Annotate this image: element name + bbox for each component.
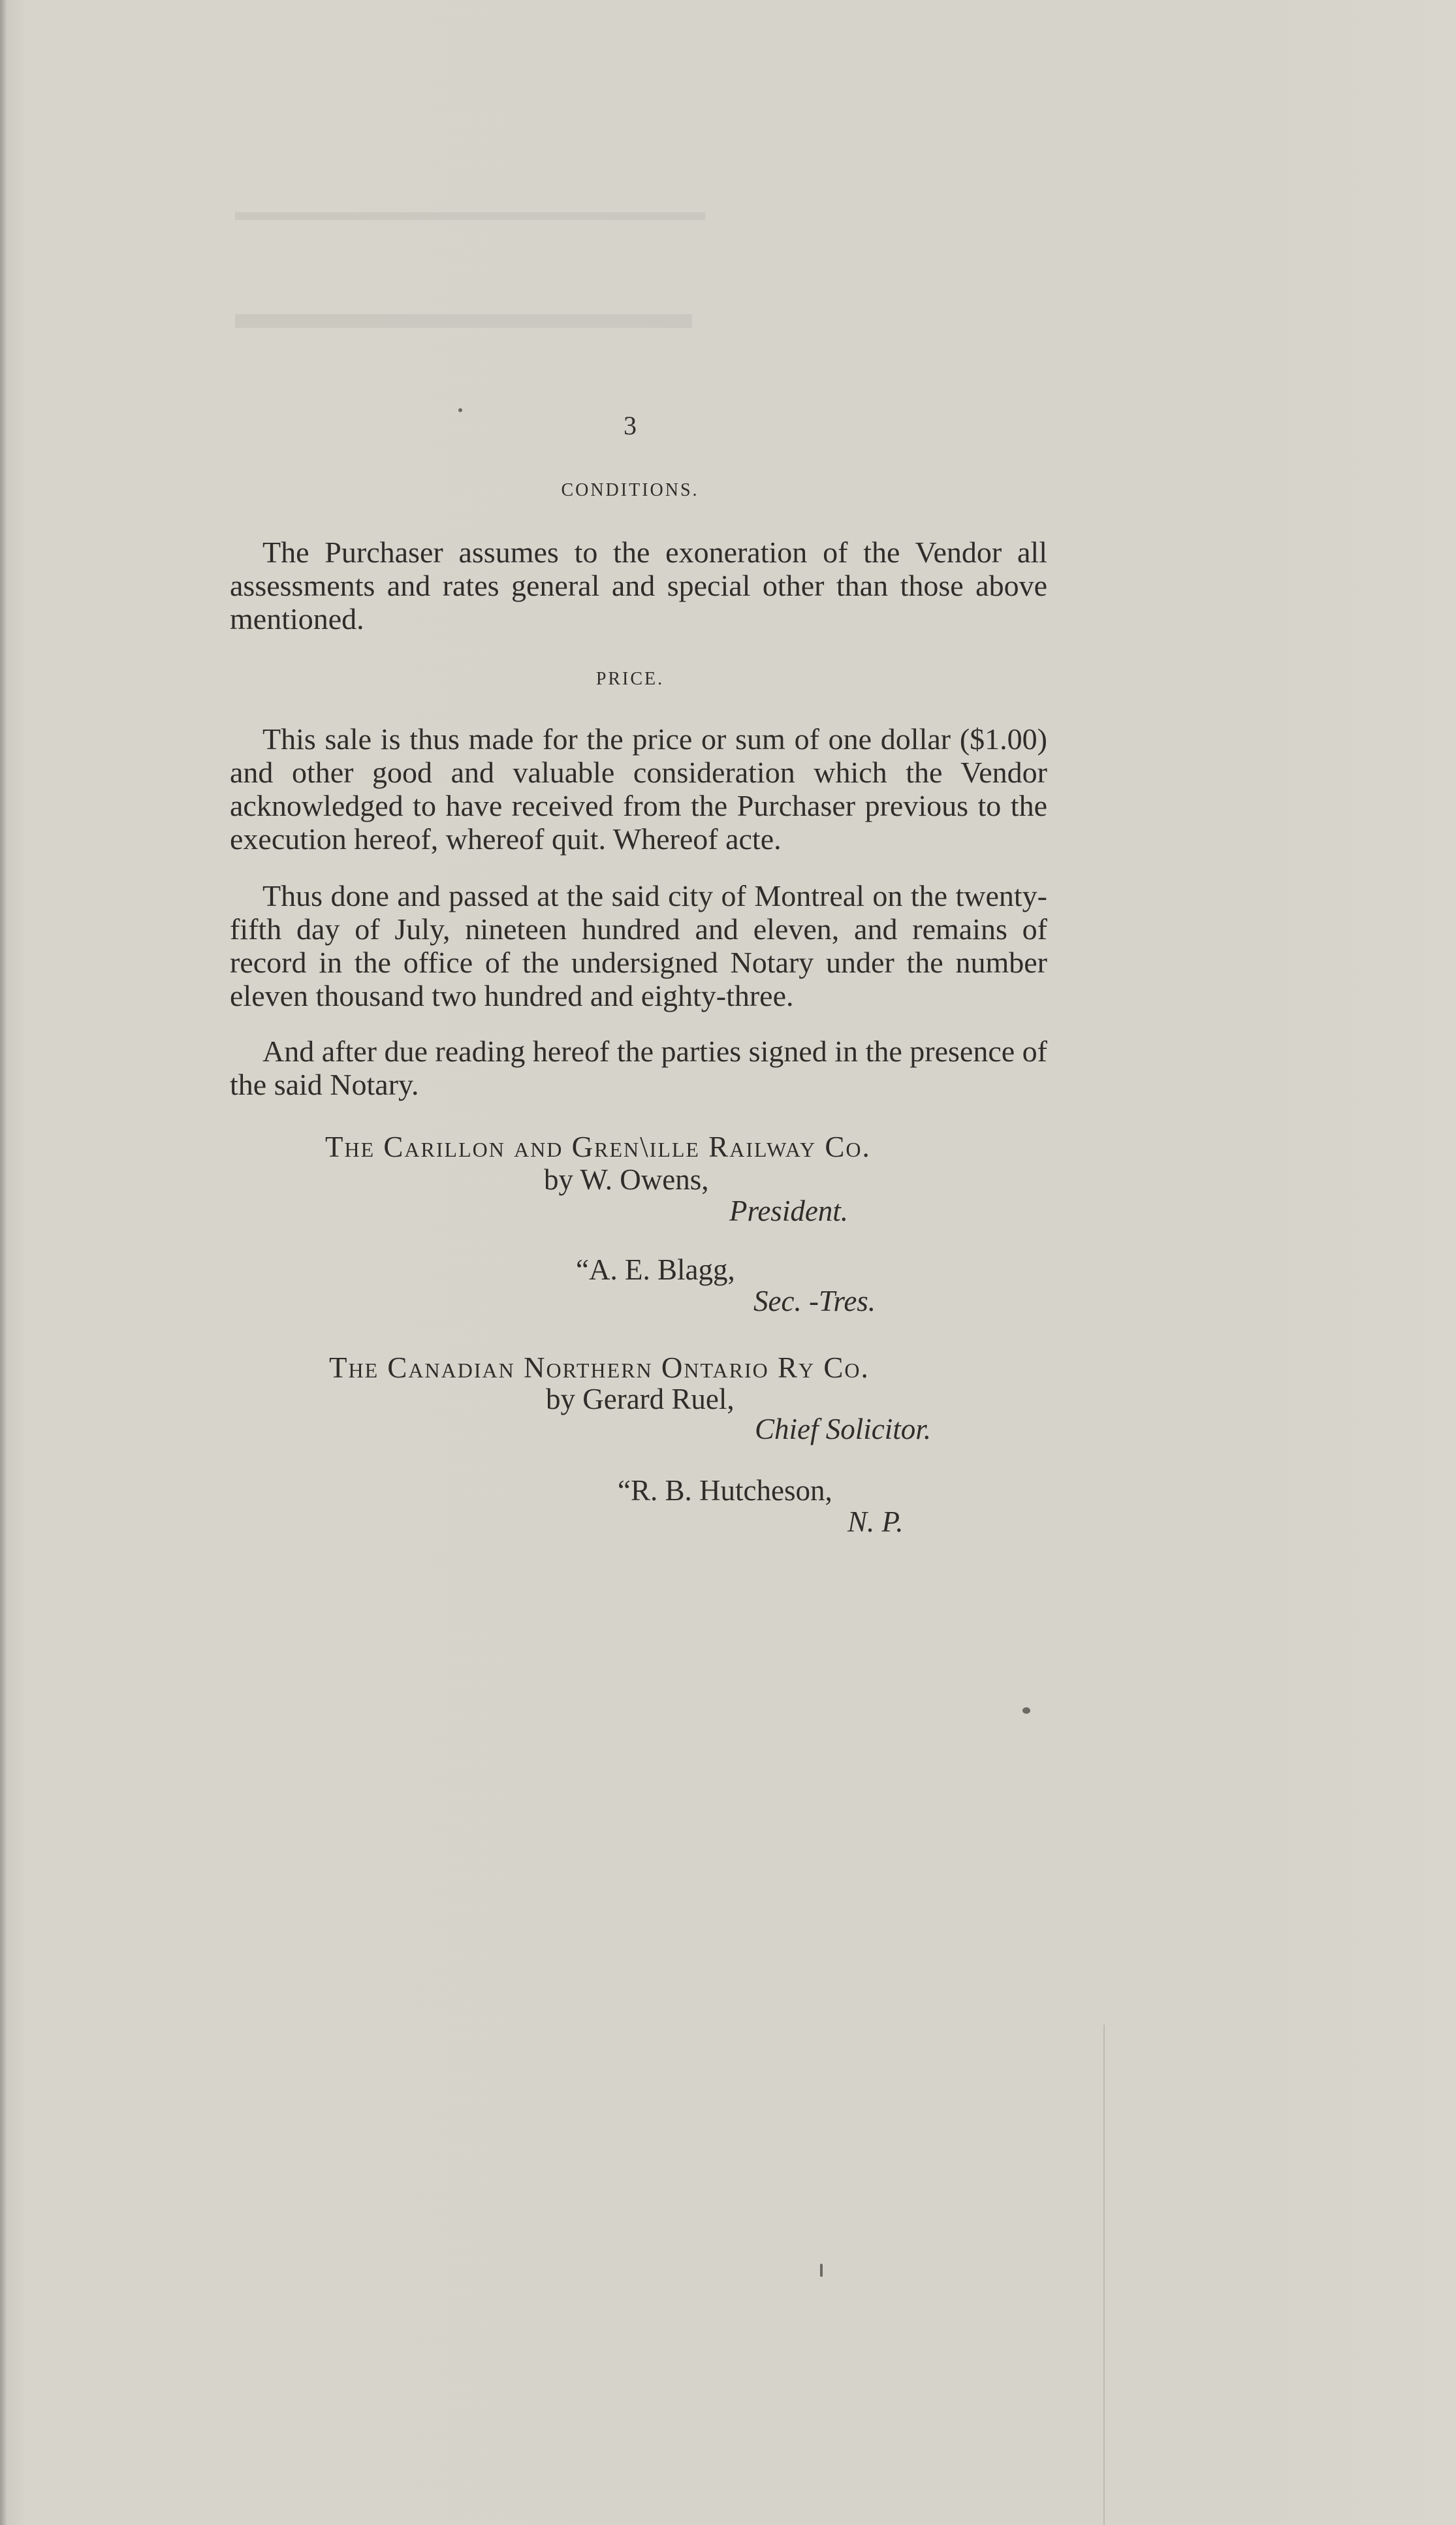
paper-speck	[458, 408, 462, 412]
signatory-hutcheson: “R. B. Hutcheson,	[618, 1474, 832, 1507]
signatory-title-president: President.	[729, 1195, 849, 1227]
signatory-by-ruel: by Gerard Ruel,	[546, 1383, 735, 1415]
signatory-title-notary-public: N. P.	[847, 1505, 904, 1538]
conditions-paragraph: The Purchaser assumes to the exoneration of the Vendor all assessments and rates general and special other than those above mentioned.	[230, 536, 1047, 635]
signatory-company-canadian-northern: The Canadian Northern Ontario Ry Co.	[329, 1351, 870, 1384]
signatory-title-chief-solicitor: Chief Solicitor.	[755, 1413, 931, 1445]
bleed-through-shading: ▬▬▬▬▬▬▬▬▬▬	[235, 288, 692, 338]
paper-speck	[820, 2264, 823, 2277]
signatory-title-sec-tres: Sec. -Tres.	[753, 1285, 876, 1317]
fold-line	[1103, 2025, 1105, 2525]
page-edge-shadow	[0, 0, 7, 2525]
price-paragraph: This sale is thus made for the price or sum of one dollar ($1.00) and other good and valuable consideration which the Vendor acknowledged to have received from the Purchaser previous to the execution hereof, whereof quit. Whereof acte.	[230, 722, 1047, 856]
bleed-through-shading: ▬▬▬▬▬▬▬▬▬▬▬▬▬▬▬▬▬▬	[235, 197, 705, 226]
signing-paragraph: And after due reading hereof the parties signed in the presence of the said Notary.	[230, 1035, 1047, 1101]
signatory-blagg: “A. E. Blagg,	[576, 1253, 735, 1286]
page-number: 3	[624, 411, 637, 440]
signatory-by-owens: by W. Owens,	[544, 1163, 709, 1196]
signatory-company-carillon: The Carillon and Gren\ille Railway Co.	[325, 1131, 871, 1163]
section-heading-price: PRICE.	[595, 669, 665, 689]
execution-paragraph: Thus done and passed at the said city of Montreal on the twenty-fifth day of July, nineteen hundred and eleven, and remains of record in the office of the undersigned Notary under the number eleven thousand two hundred and eighty-three.	[230, 879, 1047, 1012]
paper-speck	[1022, 1707, 1030, 1714]
section-heading-conditions: CONDITIONS.	[561, 480, 699, 500]
